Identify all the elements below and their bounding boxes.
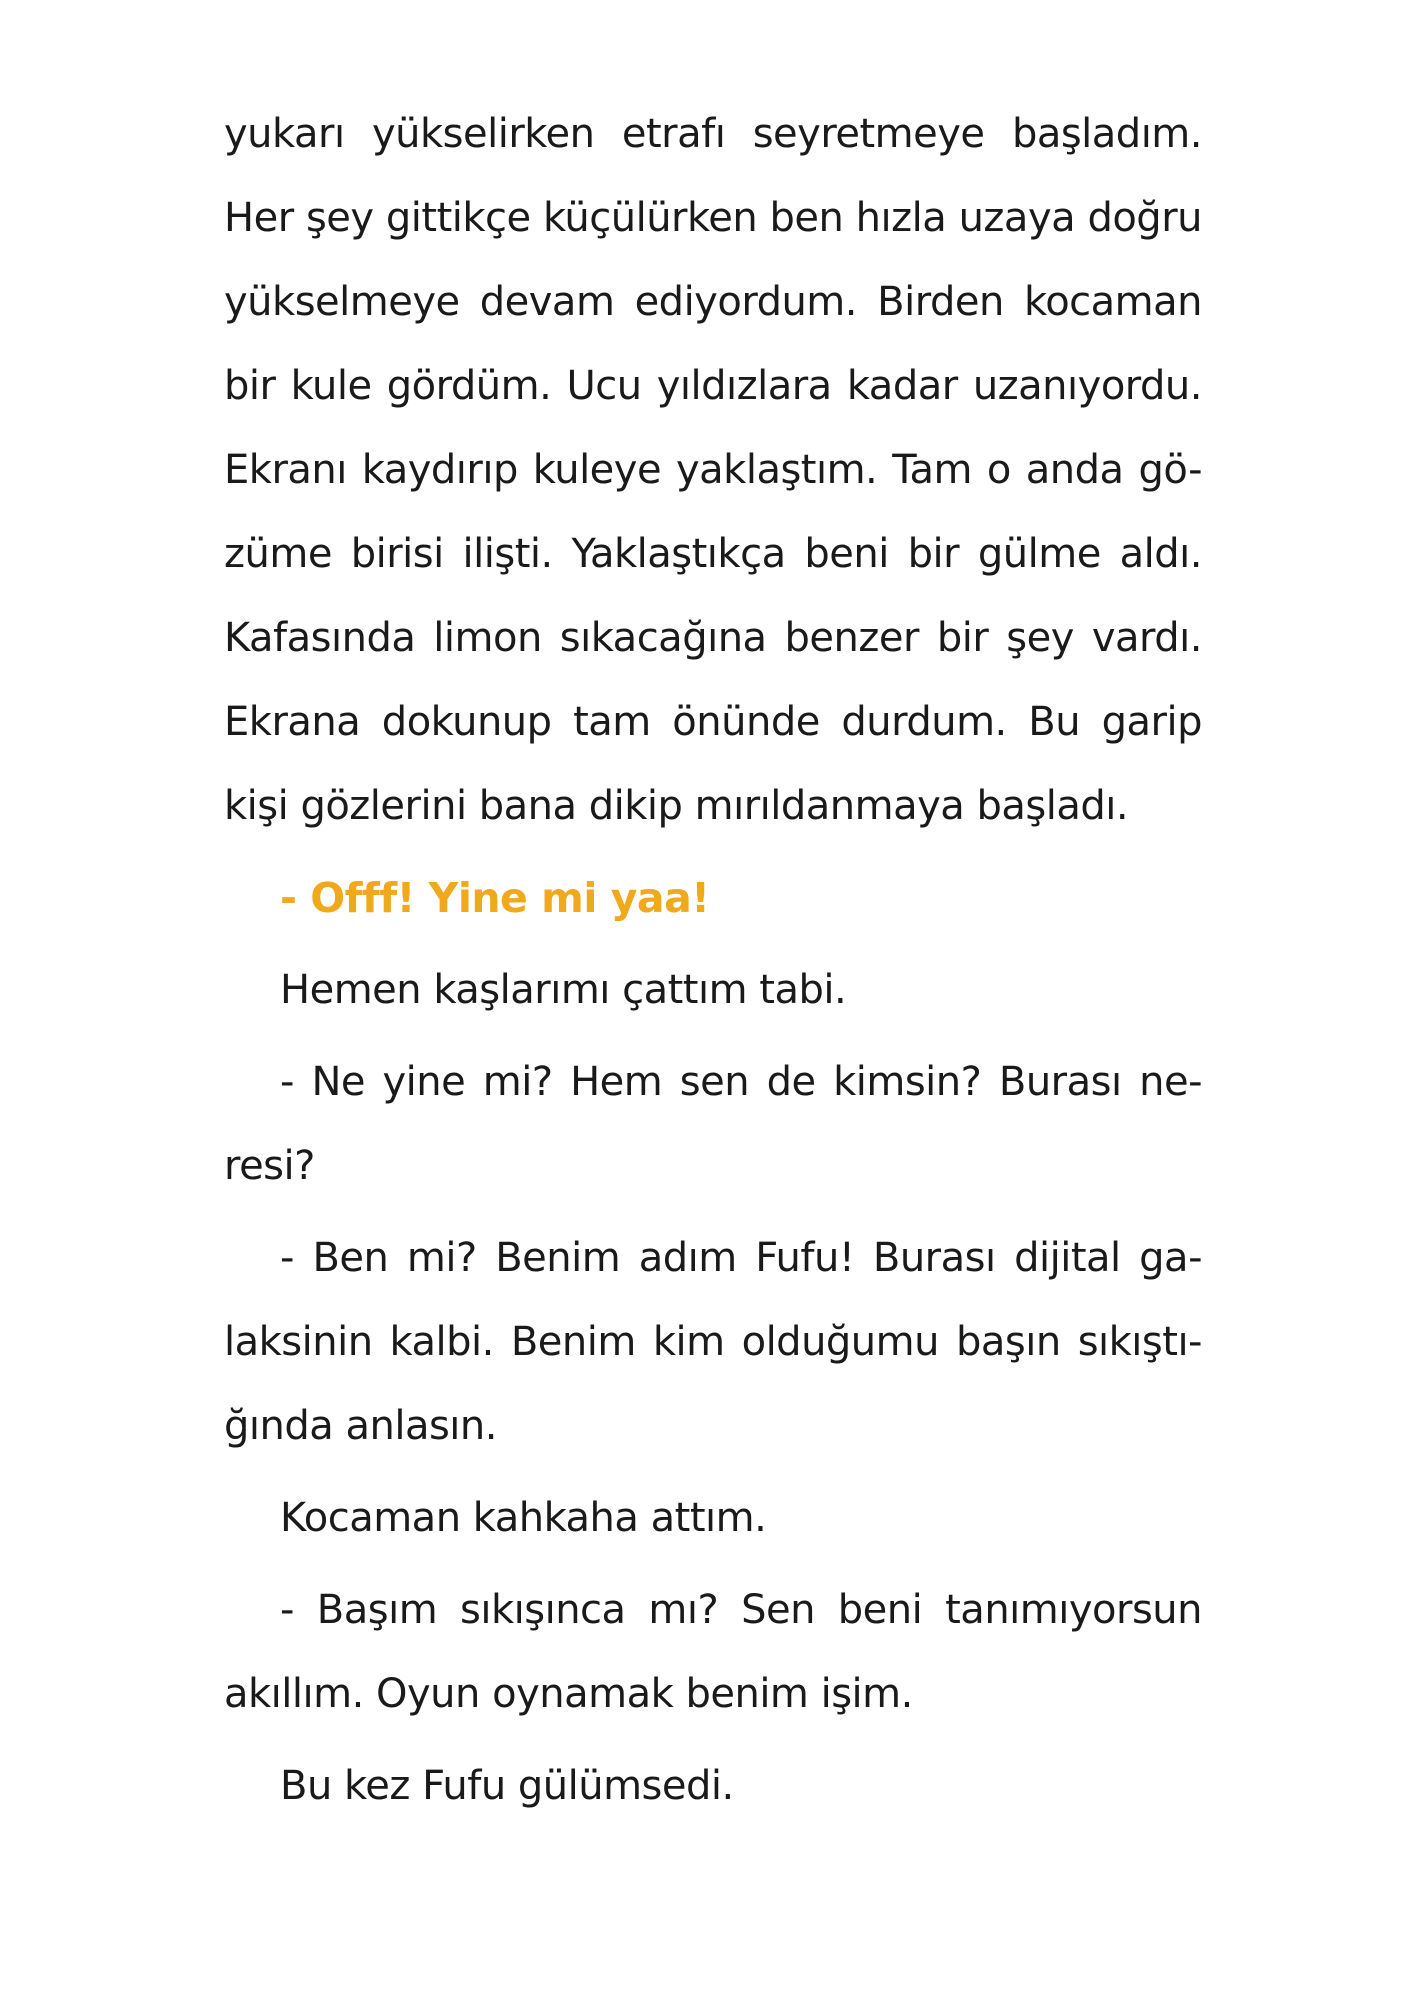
text-line: - Offf! Yine mi yaa! bbox=[280, 874, 710, 922]
text-line: Kocaman kahkaha attım. bbox=[280, 1495, 767, 1541]
text-line: Ekranı kaydırıp kuleye yaklaştım. Tam o anda gö- bbox=[224, 447, 1202, 493]
text-line: akıllım. Oyun oynamak benim işim. bbox=[224, 1671, 913, 1717]
text-line: resi? bbox=[224, 1143, 315, 1189]
text-line: Hemen kaşlarımı çattım tabi. bbox=[280, 967, 847, 1013]
text-line: kişi gözlerini bana dikip mırıldanmaya başladı. bbox=[224, 783, 1129, 829]
text-line: - Ben mi? Benim adım Fufu! Burası dijital ga- bbox=[280, 1235, 1202, 1281]
paragraph bbox=[224, 1487, 1202, 1579]
text-line: Kafasında limon sıkacağına benzer bir şey vardı. bbox=[224, 615, 1202, 661]
text-line: Ekrana dokunup tam önünde durdum. Bu garip bbox=[224, 699, 1202, 745]
text-line: ğında anlasın. bbox=[224, 1403, 497, 1449]
text-line: yükselmeye devam ediyordum. Birden kocaman bbox=[224, 279, 1202, 325]
text-line: Bu kez Fufu gülümsedi. bbox=[280, 1763, 734, 1809]
text-line: yukarı yükselirken etrafı seyretmeye başladım. bbox=[224, 111, 1202, 157]
text-line: Her şey gittikçe küçülürken ben hızla uzaya doğru bbox=[224, 195, 1202, 241]
text-line: - Başım sıkışınca mı? Sen beni tanımıyorsun bbox=[280, 1587, 1202, 1633]
paragraph bbox=[224, 103, 1202, 867]
text-line: züme birisi ilişti. Yaklaştıkça beni bir gülme aldı. bbox=[224, 531, 1202, 577]
dialogue-paragraph bbox=[224, 1227, 1202, 1487]
dialogue-paragraph bbox=[224, 1051, 1202, 1227]
dialogue-paragraph bbox=[224, 1579, 1202, 1755]
text-line: bir kule gördüm. Ucu yıldızlara kadar uzanıyordu. bbox=[224, 363, 1202, 409]
story-text bbox=[224, 103, 1202, 1839]
text-line: laksinin kalbi. Benim kim olduğumu başın sıkıştı- bbox=[224, 1319, 1202, 1365]
text-line: - Ne yine mi? Hem sen de kimsin? Burası ne- bbox=[280, 1059, 1202, 1105]
highlighted-dialogue bbox=[224, 867, 1202, 959]
paragraph bbox=[224, 1755, 1202, 1839]
paragraph bbox=[224, 959, 1202, 1051]
